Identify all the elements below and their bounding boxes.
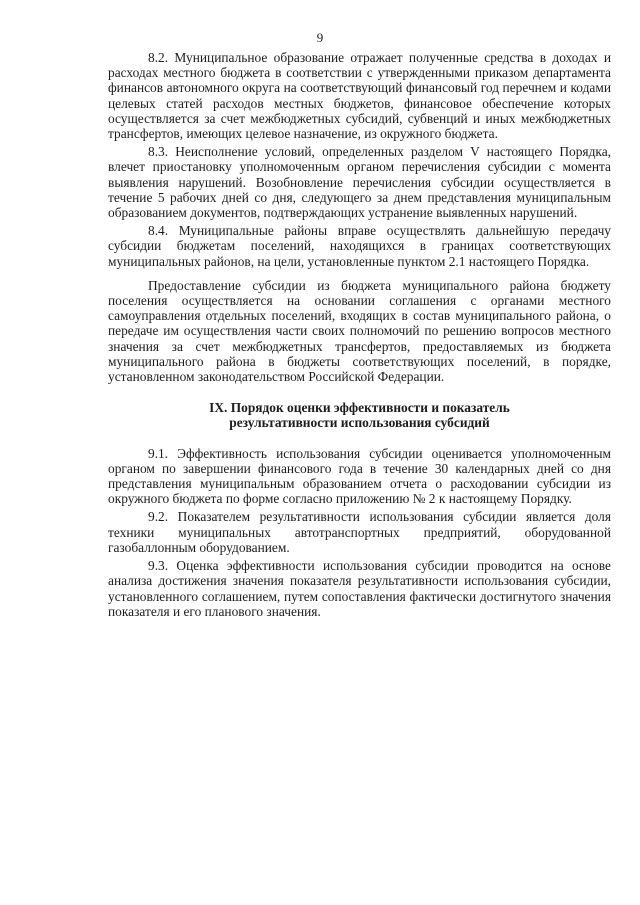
page-number: 9 xyxy=(316,30,324,45)
section-heading-line-1: IX. Порядок оценки эффективности и показатель xyxy=(209,400,510,416)
section-heading-line-2: результативности использования субсидий xyxy=(229,415,490,431)
paragraph-8-3: 8.3. Неисполнение условий, определенных разделом V настоящего Порядка, влечет приостановку уполномоченным органом перечисления субсидии с момента выявления нарушений. Возобновление перечисления субсидии осуществляется в течение 5 рабочих дней со дня, следующего за днем представления муниципальным образованием документов, подтверждающих устранение выявленных нарушений. xyxy=(108,144,611,221)
paragraph-9-1: 9.1. Эффективность использования субсидии оценивается уполномоченным органом по завершении финансового года в течение 30 календарных дней со дня представления муниципальным образованием отчета о расходовании субсидии из окружного бюджета по форме согласно приложению № 2 к настоящему Порядку. xyxy=(108,445,611,507)
paragraph-subsidy-transfer: Предоставление субсидии из бюджета муниципального района бюджету поселения осуществляется на основании соглашения с органами местного самоуправления отдельных поселений, входящих в состав муниципального района, о передаче им осуществления части своих полномочий по решению вопросов местного значения за счет межбюджетных трансфертов, предоставляемых из бюджета муниципального района в бюджеты соответствующих поселений, в порядке, установленном законодательством Российской Федерации. xyxy=(108,277,611,385)
section-heading-ix xyxy=(108,400,611,430)
paragraph-8-2: 8.2. Муниципальное образование отражает полученные средства в доходах и расходах местного бюджета в соответствии с утвержденными приказом департамента финансов автономного округа на соответствующий финансовый год перечнем и кодами целевых статей расходов местных бюджетов, финансовое обеспечение которых осуществляется за счет межбюджетных субсидий, субвенций и иных межбюджетных трансфертов, имеющих целевое назначение, из окружного бюджета. xyxy=(108,50,611,142)
document-body xyxy=(108,50,611,619)
paragraph-8-4: 8.4. Муниципальные районы вправе осуществлять дальнейшую передачу субсидии бюджетам поселений, находящихся в границах соответствующих муниципальных районов, на цели, установленные пунктом 2.1 настоящего Порядка. xyxy=(108,223,611,269)
paragraph-9-2: 9.2. Показателем результативности использования субсидии является доля техники муниципальных автотранспортных предприятий, оборудованной газобаллонным оборудованием. xyxy=(108,509,611,555)
paragraph-9-3: 9.3. Оценка эффективности использования субсидии проводится на основе анализа достижения значения показателя результативности использования субсидии, установленного соглашением, путем сопоставления фактически достигнутого значения показателя и его планового значения. xyxy=(108,558,611,619)
